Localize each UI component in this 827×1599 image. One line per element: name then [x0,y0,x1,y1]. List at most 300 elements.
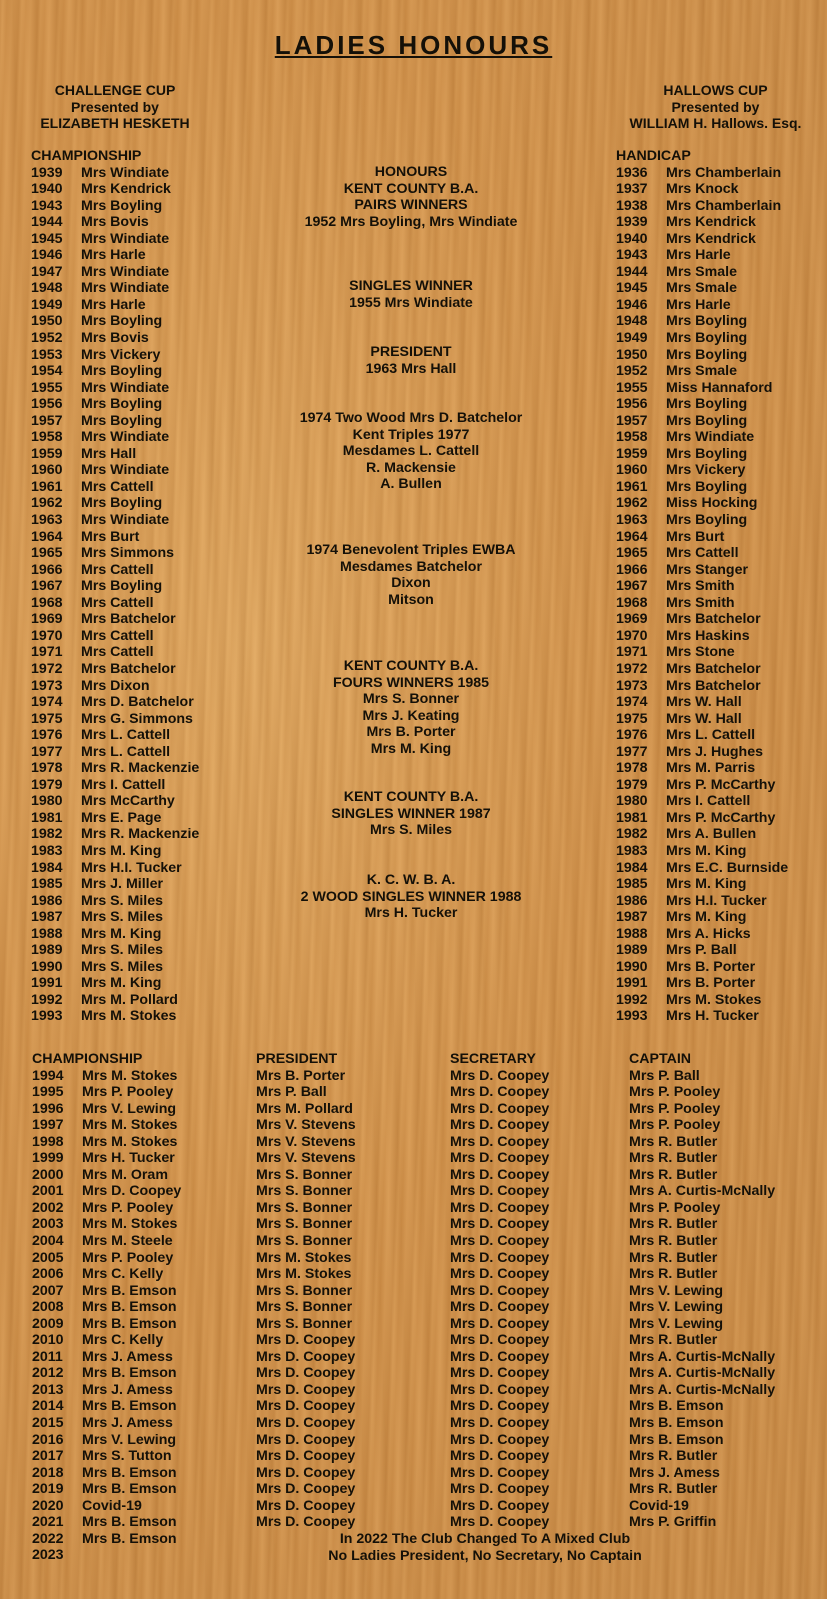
year: 1994 [32,1067,64,1084]
winner-name: Mrs Chamberlain [666,197,782,214]
year: 1972 [31,660,63,677]
year: 1992 [31,991,63,1008]
handicap-heading: HANDICAP [616,148,691,164]
winner-name: Mrs B. Porter [666,958,756,975]
honours-line: Dixon [391,575,431,592]
list-item [616,198,788,215]
championship-winner: Mrs M. Steele [82,1233,173,1250]
championship-winner: Mrs M. Stokes [82,1117,178,1134]
year: 1943 [616,247,648,264]
year: 1976 [616,727,648,744]
captain-name: Mrs P. Pooley [629,1199,721,1216]
kcwba-block [270,872,552,922]
list-item [616,1008,788,1025]
winner-name: Mrs Stanger [666,561,748,578]
list-item [616,843,788,860]
honours-line: Mrs J. Keating [362,707,460,724]
year: 1945 [31,230,63,247]
captain-name: Mrs A. Curtis-McNally [629,1183,776,1200]
honours-line: Mrs H. Tucker [364,905,458,922]
winner-name: Mrs Boyling [81,197,163,214]
year: 1993 [31,1008,63,1025]
year: 1937 [616,181,648,198]
year: 1967 [616,578,648,595]
winner-name: Mrs P. McCarthy [666,776,776,793]
year: 1952 [616,363,648,380]
year: 1987 [616,909,648,926]
president-name: Mrs D. Coopey [256,1415,356,1432]
honours-line: 1952 Mrs Boyling, Mrs Windiate [304,213,518,230]
secretary-name: Mrs D. Coopey [450,1514,550,1531]
winner-name: Mrs M. King [666,876,747,893]
secretary-name: Mrs D. Coopey [450,1348,550,1365]
year: 1947 [31,263,63,280]
year: 1957 [31,412,63,429]
list-item [616,231,788,248]
year: 1974 [616,694,648,711]
winner-name: Mrs Cattell [81,561,154,578]
secretary-name: Mrs D. Coopey [450,1448,550,1465]
list-item [616,711,788,728]
winner-name: Mrs A. Bullen [666,826,757,843]
list-item [31,446,199,463]
note-line: In 2022 The Club Changed To A Mixed Club [339,1531,631,1547]
year: 2016 [32,1431,64,1448]
president-name: Mrs V. Stevens [256,1117,356,1134]
winner-name: Mrs Windiate [81,164,170,181]
winner-name: Mrs E. Page [81,809,162,826]
list-item [31,330,199,347]
captain-name: Mrs A. Curtis-McNally [629,1348,776,1365]
list-item [31,810,199,827]
winner-name: Mrs H.I. Tucker [666,892,767,909]
winner-name: Mrs M. King [81,842,162,859]
president-name: Mrs V. Stevens [256,1133,356,1150]
championship-winner: Mrs M. Oram [82,1166,168,1183]
list-item [616,661,788,678]
winner-name: Mrs Boyling [666,478,748,495]
winner-name: Mrs Cattell [666,545,739,562]
year: 1964 [616,528,648,545]
year: 1988 [616,925,648,942]
honours-line: HONOURS [374,164,448,180]
president-name: Mrs D. Coopey [256,1398,356,1415]
year: 1964 [31,528,63,545]
winner-name: Mrs Dixon [81,677,150,694]
championship-winner: Mrs B. Emson [82,1530,177,1547]
year: 1952 [31,330,63,347]
winner-name: Mrs Windiate [81,429,170,446]
secretary-name: Mrs D. Coopey [450,1216,550,1233]
president-name: Mrs B. Porter [256,1067,346,1084]
president-name: Mrs D. Coopey [256,1497,356,1514]
year: 1971 [616,644,648,661]
president-name: Mrs M. Pollard [256,1100,353,1117]
list-item [616,347,788,364]
list-item [31,992,199,1009]
year: 1938 [616,197,648,214]
honours-line: KENT COUNTY B.A. [343,658,479,674]
winner-name: Mrs Boyling [666,512,748,529]
winner-name: Mrs L. Cattell [81,727,171,744]
winner-name: Mrs P. Ball [666,942,737,959]
winner-name: Mrs H. Tucker [666,1008,759,1025]
year: 1968 [616,594,648,611]
year: 2014 [32,1398,64,1415]
winner-name: Mrs J. Miller [81,876,164,893]
secretary-name: Mrs D. Coopey [450,1100,550,1117]
winner-name: Mrs Batchelor [666,611,761,628]
secretary-name: Mrs D. Coopey [450,1497,550,1514]
year: 1957 [616,412,648,429]
president-name: Mrs V. Stevens [256,1150,356,1167]
winner-name: Mrs M. Stokes [81,1008,177,1025]
year: 1997 [32,1117,64,1134]
header-line: CHALLENGE CUP [54,82,176,98]
year: 1989 [616,942,648,959]
captain-name: Mrs R. Butler [629,1266,718,1283]
year: 1983 [616,842,648,859]
president-name: Mrs D. Coopey [256,1332,356,1349]
captain-name: Mrs P. Pooley [629,1100,721,1117]
list-item [31,860,199,877]
championship-winner: Mrs B. Emson [82,1398,177,1415]
year: 1945 [616,280,648,297]
year: 1991 [31,975,63,992]
list-item [616,777,788,794]
year: 1975 [616,710,648,727]
list-item [616,628,788,645]
list-item [616,297,788,314]
year: 1969 [31,611,63,628]
year: 2013 [32,1381,64,1398]
year: 1963 [31,512,63,529]
year: 2017 [32,1448,64,1465]
captain-name: Mrs R. Butler [629,1166,718,1183]
year: 2010 [32,1332,64,1349]
winner-name: Mrs Vickery [666,462,746,479]
honours-line: Mrs M. King [370,740,452,757]
winner-name: Mrs Cattell [81,627,154,644]
captain-name: Mrs V. Lewing [629,1315,724,1332]
winner-name: Mrs Bovis [81,214,149,231]
year: 2022 [32,1530,64,1547]
winner-name: Mrs Haskins [666,627,750,644]
championship-winner: Mrs B. Emson [82,1514,177,1531]
winner-name: Mrs Cattell [81,644,154,661]
president-name: Mrs S. Bonner [256,1299,353,1316]
year: 1986 [616,892,648,909]
year: 1960 [616,462,648,479]
secretary-name: Mrs D. Coopey [450,1315,550,1332]
year: 2008 [32,1299,64,1316]
list-item [31,1008,199,1025]
president-name: Mrs D. Coopey [256,1464,356,1481]
honours-line: 1974 Two Wood Mrs D. Batchelor [299,410,523,426]
list-item [616,380,788,397]
winner-name: Mrs Batchelor [81,611,176,628]
honours-line: Mesdames Batchelor [340,558,482,575]
year: 1972 [616,660,648,677]
year: 1974 [31,694,63,711]
championship-list [31,148,199,1025]
captain-name: Mrs A. Curtis-McNally [629,1381,776,1398]
hallows-cup-header [608,82,823,132]
honours-line: PAIRS WINNERS [354,197,468,214]
handicap-list [616,148,788,1025]
president-name: Mrs M. Stokes [256,1249,352,1266]
year: 1958 [616,429,648,446]
year: 1990 [616,958,648,975]
winner-name: Mrs Windiate [81,512,170,529]
list-item [31,495,199,512]
winner-name: Mrs S. Miles [81,942,164,959]
championship-winner: Mrs P. Pooley [82,1084,174,1101]
list-item [31,760,199,777]
year: 1980 [616,793,648,810]
winner-name: Mrs Smale [666,263,737,280]
year: 1940 [31,181,63,198]
list-item [31,678,199,695]
championship-winner: Mrs M. Stokes [82,1216,178,1233]
winner-name: Mrs Harle [81,247,146,264]
championship-winner: Mrs S. Tutton [82,1448,172,1465]
winner-name: Mrs Boyling [666,330,748,347]
secretary-name: Mrs D. Coopey [450,1431,550,1448]
year: 1948 [31,280,63,297]
list-item [31,462,199,479]
list-item [31,313,199,330]
year: 2012 [32,1365,64,1382]
honours-line: SINGLES WINNER [349,278,473,294]
year: 1973 [31,677,63,694]
year: 1977 [616,743,648,760]
challenge-cup-header [20,82,210,132]
winner-name: Mrs Boyling [81,363,163,380]
winner-name: Mrs Boyling [81,313,163,330]
honours-line: 1974 Benevolent Triples EWBA [306,542,516,558]
honours-line: Mesdames L. Cattell [342,443,480,460]
list-item [616,363,788,380]
championship-winner: Mrs B. Emson [82,1315,177,1332]
secretary-column-header: SECRETARY [450,1051,536,1067]
winner-name: Mrs Harle [81,296,146,313]
winner-name: Mrs G. Simmons [81,710,193,727]
winner-name: Mrs Boyling [666,445,748,462]
year: 2018 [32,1464,64,1481]
list-item [31,694,199,711]
year: 1961 [31,478,63,495]
list-item [616,678,788,695]
list-item [616,562,788,579]
honours-line: KENT COUNTY B.A. [343,180,479,197]
year: 2021 [32,1514,64,1531]
winner-name: Mrs W. Hall [666,710,742,727]
year: 2005 [32,1249,64,1266]
championship-winner: Mrs J. Amess [82,1348,173,1365]
winner-name: Miss Hannaford [666,379,773,396]
list-item [616,462,788,479]
championship-winner: Mrs V. Lewing [82,1100,177,1117]
list-item [31,512,199,529]
list-item [31,628,199,645]
winner-name: Mrs I. Cattell [666,793,751,810]
year: 1988 [31,925,63,942]
list-item [31,545,199,562]
year: 1966 [31,561,63,578]
year: 1975 [31,710,63,727]
secretary-name: Mrs D. Coopey [450,1464,550,1481]
winner-name: Mrs Windiate [81,462,170,479]
list-item [616,512,788,529]
secretary-name: Mrs D. Coopey [450,1233,550,1250]
championship-heading: CHAMPIONSHIP [31,148,142,164]
president-name: Mrs S. Bonner [256,1199,353,1216]
president-name: Mrs D. Coopey [256,1365,356,1382]
winner-name: Mrs Windiate [81,263,170,280]
year: 1965 [616,545,648,562]
list-item [616,280,788,297]
winner-name: Mrs M. King [81,925,162,942]
list-item [616,760,788,777]
year: 1956 [31,396,63,413]
year: 1961 [616,478,648,495]
year: 1949 [31,296,63,313]
championship-winner: Mrs B. Emson [82,1365,177,1382]
captain-name: Mrs R. Butler [629,1216,718,1233]
secretary-name: Mrs D. Coopey [450,1398,550,1415]
winner-name: Mrs McCarthy [81,793,175,810]
secretary-name: Mrs D. Coopey [450,1199,550,1216]
year: 1960 [31,462,63,479]
secretary-name: Mrs D. Coopey [450,1332,550,1349]
page-title: LADIES HONOURS [274,30,553,60]
winner-name: Mrs Batchelor [666,677,761,694]
header-line: HALLOWS CUP [663,82,768,98]
president-name: Mrs S. Bonner [256,1282,353,1299]
year: 1958 [31,429,63,446]
captain-name: Mrs V. Lewing [629,1282,724,1299]
winner-name: Mrs Knock [666,181,739,198]
year: 1966 [616,561,648,578]
year: 1990 [31,958,63,975]
year: 1955 [616,379,648,396]
winner-name: Mrs M. King [666,842,747,859]
winner-name: Mrs Boyling [81,495,163,512]
list-item [616,495,788,512]
secretary-name: Mrs D. Coopey [450,1481,550,1498]
list-item [616,214,788,231]
winner-name: Mrs M. Parris [666,760,756,777]
year: 1943 [31,197,63,214]
list-item [31,231,199,248]
winner-name: Mrs Vickery [81,346,161,363]
year: 1953 [31,346,63,363]
captain-name: Mrs P. Pooley [629,1084,721,1101]
secretary-name: Mrs D. Coopey [450,1183,550,1200]
winner-name: Mrs Kendrick [81,181,171,198]
winner-name: Mrs Harle [666,247,731,264]
winner-name: Mrs Burt [666,528,725,545]
secretary-name: Mrs D. Coopey [450,1117,550,1134]
captain-name: Mrs P. Pooley [629,1117,721,1134]
list-item [616,330,788,347]
year: 1991 [616,975,648,992]
list-item [31,909,199,926]
year: 1944 [616,263,648,280]
year: 1969 [616,611,648,628]
list-item [31,578,199,595]
secretary-name: Mrs D. Coopey [450,1266,550,1283]
winner-name: Mrs P. McCarthy [666,809,776,826]
president-name: Mrs D. Coopey [256,1381,356,1398]
secretary-name: Mrs D. Coopey [450,1282,550,1299]
list-item [31,644,199,661]
list-item [31,347,199,364]
captain-name: Mrs R. Butler [629,1332,718,1349]
winner-name: Mrs Windiate [81,379,170,396]
year: 1980 [31,793,63,810]
list-item [616,793,788,810]
singles-winner-block [270,278,552,311]
honours-line: 1955 Mrs Windiate [349,294,473,311]
president-name: Mrs S. Bonner [256,1233,353,1250]
winner-name: Mrs E.C. Burnside [666,859,789,876]
winner-name: Mrs W. Hall [666,694,742,711]
winner-name: Mrs M. King [666,909,747,926]
list-item [31,247,199,264]
captain-name: Mrs B. Emson [629,1398,724,1415]
list-item [31,214,199,231]
championship-winner: Mrs C. Kelly [82,1266,164,1283]
list-item [616,826,788,843]
honours-line: Mrs S. Miles [369,822,452,839]
winner-name: Mrs H.I. Tucker [81,859,182,876]
list-item [616,181,788,198]
list-item [616,479,788,496]
captain-name: Mrs R. Butler [629,1249,718,1266]
list-item [616,578,788,595]
year: 1981 [616,809,648,826]
captain-name: Mrs B. Emson [629,1415,724,1432]
year: 2011 [32,1348,63,1365]
winner-name: Mrs Smale [666,280,737,297]
year: 1959 [31,445,63,462]
year: 1989 [31,942,63,959]
list-item [31,711,199,728]
captain-name: Covid-19 [629,1497,689,1514]
winner-name: Mrs Hall [81,445,137,462]
year: 2002 [32,1199,64,1216]
winner-name: Mrs Cattell [81,478,154,495]
secretary-name: Mrs D. Coopey [450,1365,550,1382]
winner-name: Mrs Simmons [81,545,175,562]
president-name: Mrs D. Coopey [256,1481,356,1498]
list-item [31,843,199,860]
winner-name: Mrs B. Porter [666,975,756,992]
winner-name: Mrs S. Miles [81,892,164,909]
president-name: Mrs S. Bonner [256,1166,353,1183]
mixed-club-note [270,1531,700,1564]
header-line: ELIZABETH HESKETH [40,115,190,131]
list-item [31,529,199,546]
winner-name: Mrs Batchelor [81,660,176,677]
winner-name: Mrs Smale [666,363,737,380]
winner-name: Mrs Windiate [81,230,170,247]
secretary-name: Mrs D. Coopey [450,1415,550,1432]
year: 1985 [31,876,63,893]
honours-line: 1963 Mrs Hall [365,360,457,377]
